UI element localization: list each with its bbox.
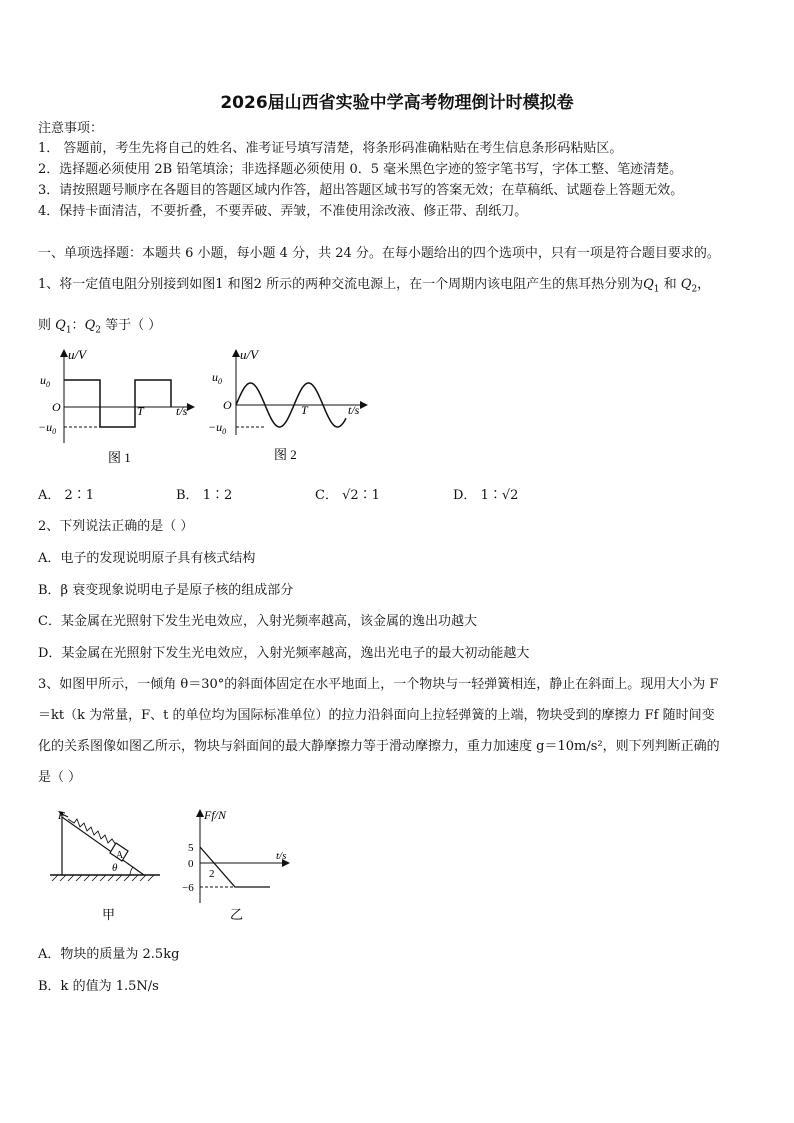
question-3-stem: ＝kt（k 为常量，F、t 的单位均为国际标准单位）的拉力沿斜面向上拉轻弹簧的上端，物块受到的摩擦力 Ff 随时间变 <box>38 708 715 723</box>
q1-symbol: Q <box>643 277 654 292</box>
figure-caption-yi: 乙 <box>230 907 244 922</box>
period-label: T <box>301 403 308 417</box>
question-3-stem: 3、如图甲所示，一倾角 θ＝30°的斜面体固定在水平地面上，一个物块与一轻弹簧相连，静止在斜面上。现用大小为 F <box>38 677 719 692</box>
figure-2-caption: 图 2 <box>274 447 297 462</box>
notice-item: 3．请按照题号顺序在各题目的答题区域内作答，超出答题区域书写的答案无效；在草稿纸、试题卷上答题无效。 <box>38 183 684 198</box>
figure-caption-jia: 甲 <box>102 907 116 922</box>
force-label: F <box>58 810 65 822</box>
spring <box>68 819 116 845</box>
figure-1-caption: 图 1 <box>108 450 131 465</box>
x-axis-label: t/s <box>276 850 287 862</box>
neg-u0-label: $-u_0$ <box>38 420 57 436</box>
option-a[interactable]: A． 2∶1 <box>38 488 95 503</box>
angle-arc <box>130 867 133 875</box>
figure-1-square-wave <box>38 345 208 470</box>
y-axis-label: Ff/N <box>204 808 227 822</box>
option-b[interactable]: B． 1∶2 <box>176 488 233 503</box>
tick-label-neg6: −6 <box>182 882 194 894</box>
q1-then: 则 <box>38 318 56 333</box>
option-a[interactable]: A．物块的质量为 2.5kg <box>38 947 180 962</box>
angle-label: θ <box>112 862 118 874</box>
u0-label: $u_0$ <box>212 370 222 386</box>
notice-item: 2．选择题必须使用 2B 铅笔填涂；非选择题必须使用 0．5 毫米黑色字迹的签字笔书写，字体工整、笔迹清楚。 <box>38 162 683 177</box>
option-c[interactable]: C． √2∶1 <box>315 488 380 503</box>
period-label: T <box>137 404 144 418</box>
option-a[interactable]: A．电子的发现说明原子具有核式结构 <box>38 551 256 566</box>
option-c[interactable]: C．某金属在光照射下发生光电效应，入射光频率越高，该金属的逸出功越大 <box>38 614 477 629</box>
q1-subscript: 1 <box>653 284 660 295</box>
notice-item: 1． 答题前，考生先将自己的姓名、准考证号填写清楚，将条形码准确粘贴在考生信息条形码粘贴区。 <box>38 141 623 156</box>
origin-label: O <box>223 398 232 412</box>
option-b[interactable]: B．k 的值为 1.5N/s <box>38 979 159 994</box>
notice-heading: 注意事项： <box>38 121 104 136</box>
y-axis-label: u/V <box>240 347 259 362</box>
q1-and: 和 <box>659 277 681 292</box>
q1-comma: ， <box>697 277 711 292</box>
x-axis-label: t/s <box>348 403 360 417</box>
q1-text: 1、将一定值电阻分别接到如图1 和图2 所示的两种交流电源上，在一个周期内该电阻产生的焦耳热分别为 <box>38 277 644 292</box>
option-d[interactable]: D． 1∶√2 <box>453 488 519 503</box>
page-title: 2026届山西省实验中学高考物理倒计时模拟卷 <box>220 93 574 113</box>
question-2-stem: 2、下列说法正确的是（ ） <box>38 519 194 534</box>
q2-subscript: 2 <box>95 325 101 336</box>
figure-friction-graph <box>180 805 300 930</box>
option-d[interactable]: D．某金属在光照射下发生光电效应，入射光频率越高，逸出光电子的最大初动能越大 <box>38 646 530 661</box>
q2-subscript: 2 <box>691 284 698 295</box>
u0-label: $u_0$ <box>40 373 50 389</box>
option-b[interactable]: B．β 衰变现象说明电子是原子核的组成部分 <box>38 583 294 598</box>
notice-item: 4．保持卡面清洁，不要折叠，不要弄破、弄皱，不准使用涂改液、修正带、刮纸刀。 <box>38 204 528 219</box>
ground-hatching <box>52 875 154 881</box>
friction-line <box>200 847 270 887</box>
square-wave-line <box>64 380 171 427</box>
q1-subscript: 1 <box>65 325 72 336</box>
q2-symbol: Q <box>84 318 96 333</box>
block-label: A <box>116 850 124 861</box>
tick-label-0: 0 <box>188 858 194 870</box>
question-1-stem <box>38 276 710 299</box>
q2-symbol: Q <box>680 277 692 292</box>
question-3-stem: 是（ ） <box>38 770 82 785</box>
q1-blank: 等于（ ） <box>100 318 162 333</box>
question-1-stem-cont <box>38 317 161 340</box>
ratio-separator: ： <box>71 318 85 333</box>
q1-symbol: Q <box>55 318 66 333</box>
y-axis-label: u/V <box>68 347 87 362</box>
neg-u0-label: $-u_0$ <box>208 420 227 436</box>
tick-label-5: 5 <box>188 842 194 854</box>
incline-body <box>62 817 144 875</box>
figure-incline <box>44 805 169 930</box>
tick-label-2: 2 <box>209 868 215 880</box>
question-3-stem: 化的关系图像如图乙所示，物块与斜面间的最大静摩擦力等于滑动摩擦力，重力加速度 g＝10m/s²，则下列判断正确的 <box>38 739 720 754</box>
origin-label: O <box>52 400 61 414</box>
figure-2-sine-wave <box>208 345 378 470</box>
section-heading: 一、单项选择题：本题共 6 小题，每小题 4 分，共 24 分。在每小题给出的四个选项中，只有一项是符合题目要求的。 <box>38 246 720 261</box>
x-axis-label: t/s <box>176 404 188 418</box>
